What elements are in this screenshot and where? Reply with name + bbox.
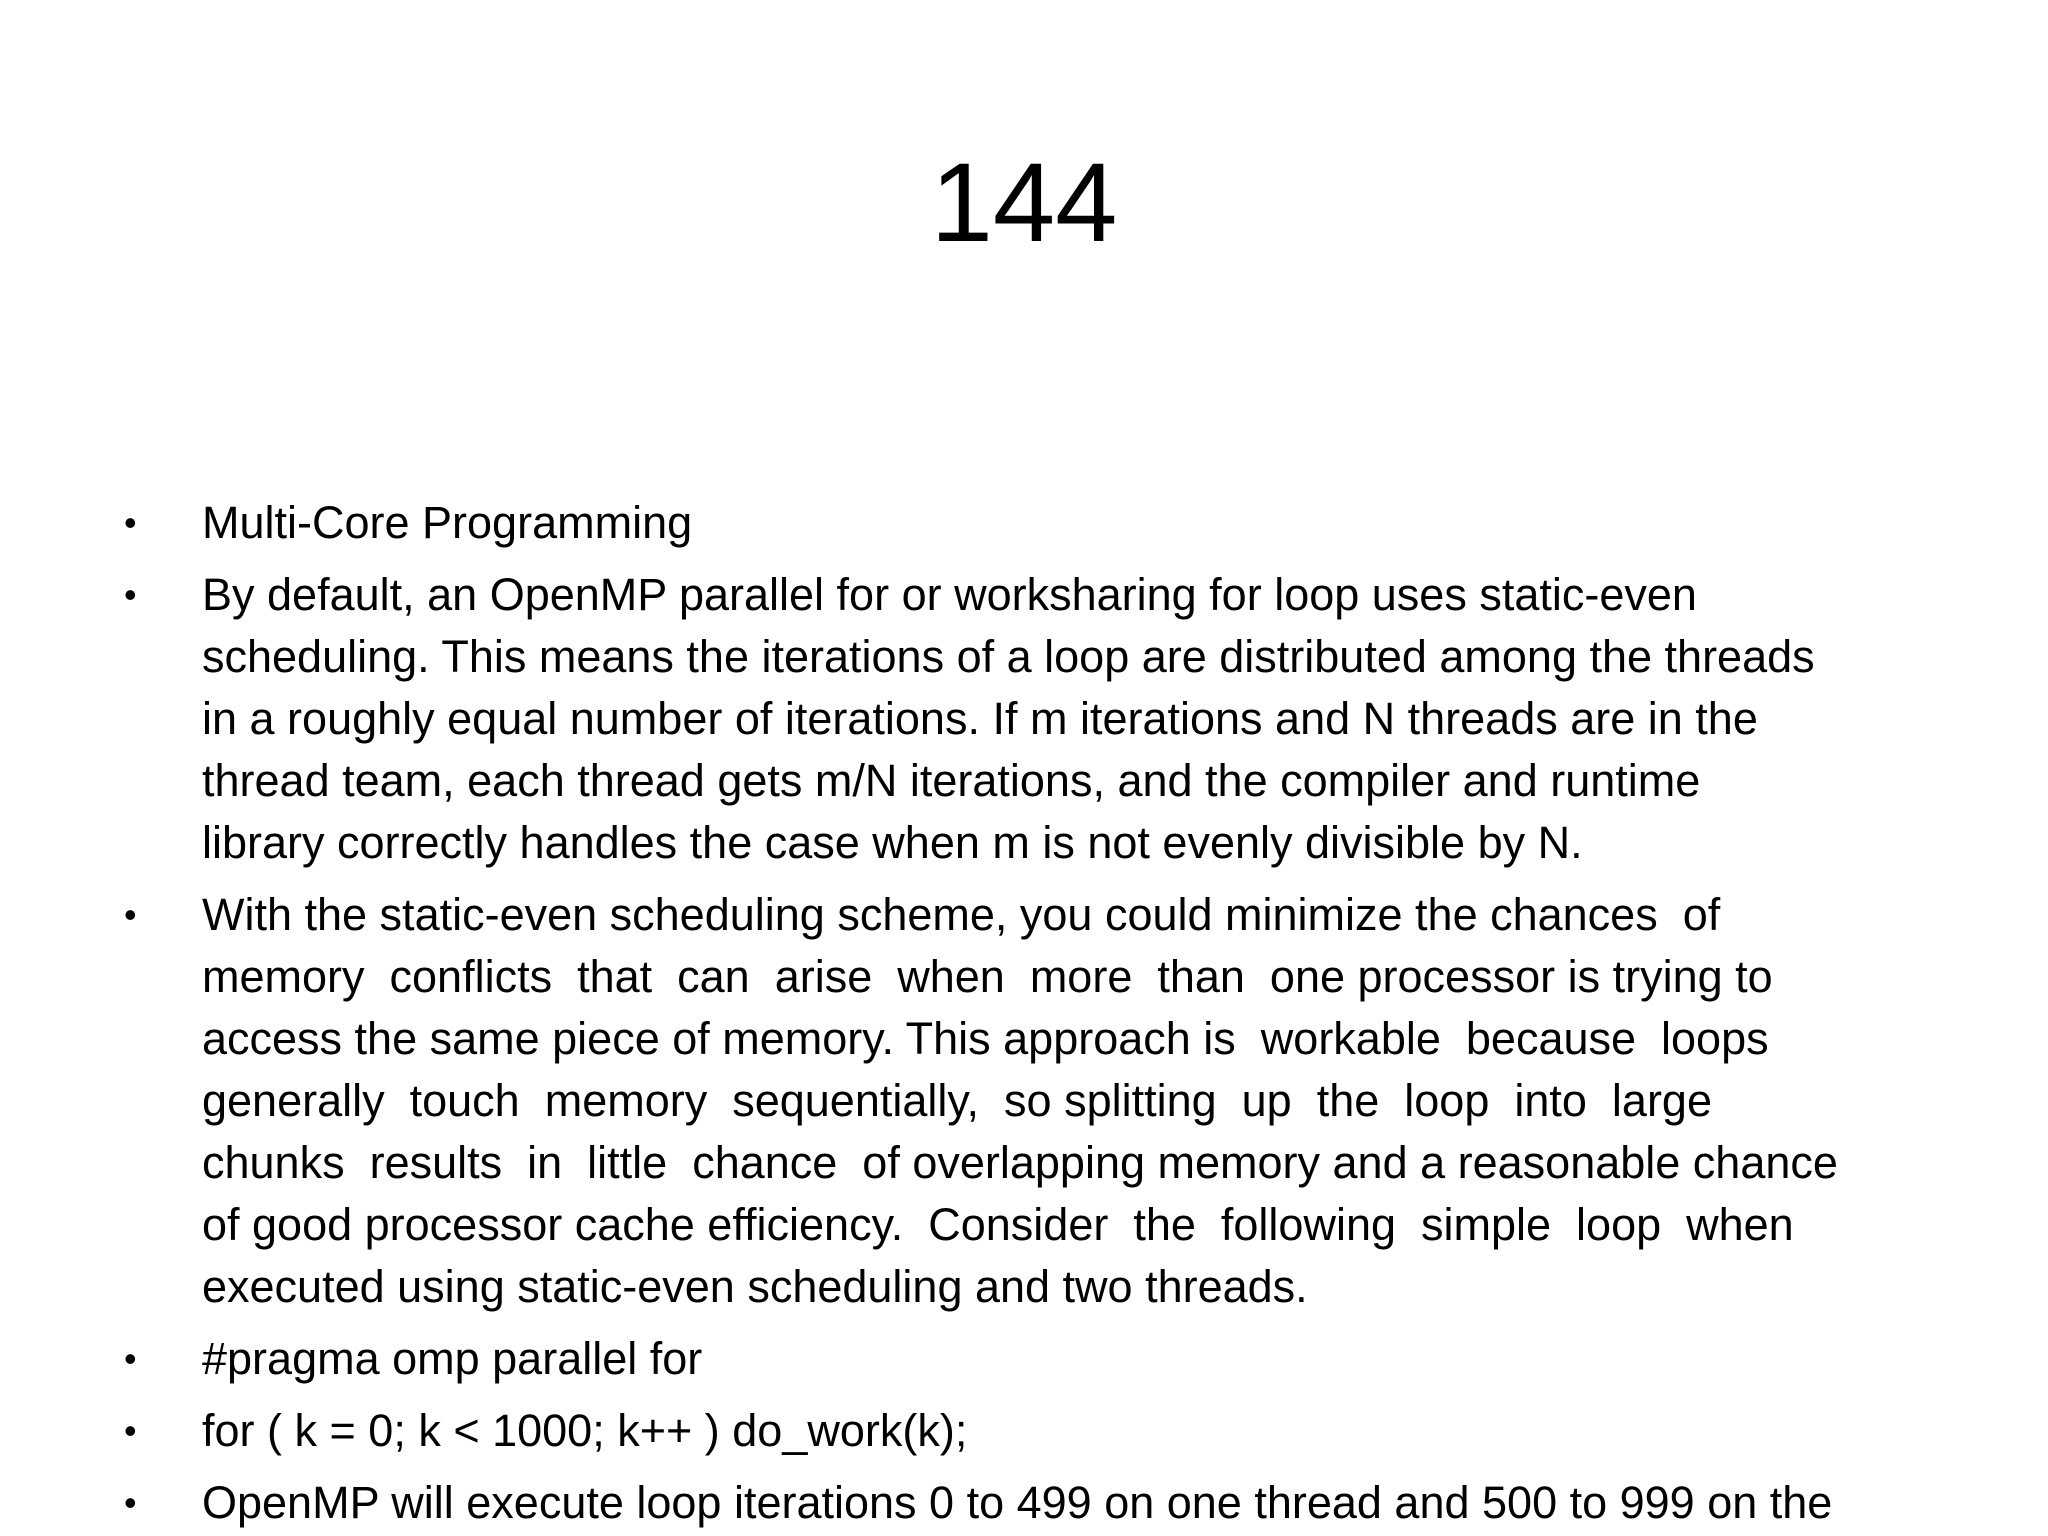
bullet-text-line: access the same piece of memory. This approach is workable because loops [202,1013,1769,1064]
bullet-text-line: chunks results in little chance of overlapping memory and a reasonable chance [202,1137,1838,1188]
bullet-text-line: for ( k = 0; k < 1000; k++ ) do_work(k); [202,1405,968,1456]
bullet-text-line: thread team, each thread gets m/N iterations, and the compiler and runtime [202,755,1701,806]
bullet-text-line: #pragma omp parallel for [202,1333,703,1384]
bullet-text-line: memory conflicts that can arise when more than one processor is trying to [202,951,1773,1002]
bullet-text-line: OpenMP will execute loop iterations 0 to 499 on one thread and 500 to 999 on the [202,1477,1833,1528]
bullet-item [124,1472,1944,1534]
bullet-item [124,884,1944,1318]
bullet-text-line: executed using static-even scheduling and two threads. [202,1261,1308,1312]
bullet-text-line: With the static-even scheduling scheme, you could minimize the chances of [202,889,1721,940]
bullet-item [124,1400,1944,1462]
bullet-text-line: in a roughly equal number of iterations. If m iterations and N threads are in the [202,693,1758,744]
bullet-text-line: generally touch memory sequentially, so splitting up the loop into large [202,1075,1712,1126]
bullet-list [124,492,1944,1536]
bullet-text-line: Multi-Core Programming [202,497,693,548]
bullet-text-line: By default, an OpenMP parallel for or worksharing for loop uses static-even [202,569,1697,620]
bullet-text-line: library correctly handles the case when m is not evenly divisible by N. [202,817,1583,868]
bullet-item [124,564,1944,874]
bullet-dot: • [124,1482,137,1523]
bullet-item [124,492,1944,554]
bullet-text-line: scheduling. This means the iterations of a loop are distributed among the threads [202,631,1815,682]
bullet-dot: • [124,574,137,615]
bullet-dot: • [124,894,137,935]
bullet-dot: • [124,1338,137,1379]
bullet-dot: • [124,502,137,543]
bullet-item [124,1328,1944,1390]
bullet-dot: • [124,1410,137,1451]
bullet-text-line: of good processor cache efficiency. Consider the following simple loop when [202,1199,1794,1250]
slide-title: 144 [930,140,1118,265]
